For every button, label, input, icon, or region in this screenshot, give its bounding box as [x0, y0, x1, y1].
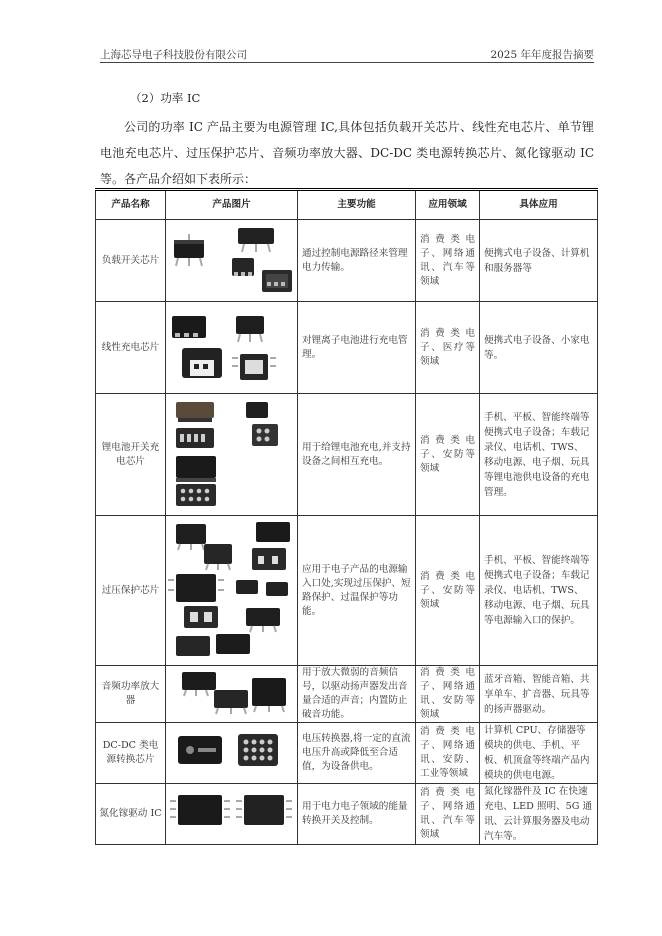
product-field: 消费类电子、网络通讯、安防、工业等领域	[416, 723, 480, 784]
product-name: 过压保护芯片	[96, 516, 166, 666]
product-name: 负载开关芯片	[96, 220, 166, 302]
product-name: 线性充电芯片	[96, 302, 166, 394]
table-row	[96, 394, 598, 516]
chip-dfn-icon	[172, 316, 206, 338]
col-header-field	[416, 190, 480, 220]
chip-images-gan-driver	[166, 785, 298, 841]
product-field: 消费类电子、安防等领域	[416, 516, 480, 666]
product-application: 氮化镓器件及 IC 在快速充电、LED 照明、5G 通讯、云计算服务器及电动汽车等。	[480, 784, 598, 845]
company-name: 上海芯导电子科技股份有限公司	[100, 49, 247, 61]
product-image	[166, 516, 298, 666]
product-image	[166, 220, 298, 302]
table-row	[96, 302, 598, 394]
chip-bga-large-icon	[176, 484, 216, 506]
chip-sop-lead-icon	[246, 608, 280, 632]
chip-tssop-icon	[176, 634, 250, 656]
product-image	[166, 666, 298, 723]
product-image	[166, 302, 298, 394]
product-function: 用于放大微弱的音频信号，以驱动扬声器发出音量合适的声音；内置防止破音功能。	[298, 666, 416, 723]
product-image	[166, 784, 298, 845]
chip-qfn-pads-icon	[176, 428, 214, 448]
product-function: 电压转换器,将一定的直流电压升高或降低至合适值，为设备供电。	[298, 723, 416, 784]
chip-dfn-pads-icon	[184, 606, 218, 628]
table-row	[96, 784, 598, 845]
product-application: 手机、平板、智能终端等便携式电子设备；车载记录仪、电话机、TWS、移动电源、电子烟、玩具等电源输入口的保护。	[480, 516, 598, 666]
product-field: 消费类电子、医疗等领域	[416, 302, 480, 394]
product-application: 计算机 CPU、存储器等模块的供电、手机、平板、机顶盒等终端产品内模块的供电电源。	[480, 723, 598, 784]
chip-images-dcdc	[166, 726, 298, 777]
chip-msop-icon	[214, 690, 248, 714]
section-title: （2）功率 IC	[130, 91, 201, 105]
col-header-image: 产品图片	[166, 190, 298, 220]
product-name: 音频功率放大器	[96, 666, 166, 723]
col-header-application: 具体应用	[480, 190, 598, 220]
table-row	[96, 723, 598, 784]
product-name: DC-DC 类电源转换芯片	[96, 723, 166, 784]
product-image	[166, 394, 298, 516]
table-row	[96, 516, 598, 666]
chip-images-li-battery-charger	[166, 394, 298, 512]
product-function: 用于电力电子领域的能量转换开关及控制。	[298, 784, 416, 845]
product-application: 便携式电子设备、小家电等。	[480, 302, 598, 394]
chip-sop8-icon	[168, 574, 224, 602]
col-header-name: 产品名称	[96, 190, 166, 220]
chip-qfn-black-icon	[176, 456, 216, 482]
product-name: 锂电池开关充电芯片	[96, 394, 166, 516]
table-row	[96, 220, 598, 302]
product-field: 消费类电子、网络通讯、汽车等领域	[416, 220, 480, 302]
chip-sot-icon	[174, 234, 204, 266]
chip-images-linear-charger	[166, 302, 298, 390]
product-application: 手机、平板、智能终端等便携式电子设备；车载记录仪、电话机、TWS、移动电源、电子烟、玩具等锂电池供电设备的充电管理。	[480, 394, 598, 516]
chip-sot23-icon	[238, 228, 274, 252]
product-field: 消费类电子、网络通讯、安防等领域	[416, 666, 480, 723]
chip-soic-icon	[236, 316, 264, 342]
product-function: 用于给锂电池充电,并支持设备之间相互充电。	[298, 394, 416, 516]
header-divider	[100, 62, 594, 63]
product-application: 便携式电子设备、计算机和服务器等	[480, 220, 598, 302]
chip-images-audio-amp	[166, 666, 298, 719]
chip-sop8-icon	[232, 354, 276, 380]
chip-dfn-large-icon	[262, 270, 292, 292]
chip-sop-large-icon	[252, 678, 286, 712]
chip-sop8-icon	[170, 795, 230, 825]
chip-qfn-pads-icon	[252, 548, 286, 570]
chip-sop-icon	[204, 544, 232, 570]
section-paragraph: 公司的功率 IC 产品主要为电源管理 IC,具体包括负载开关芯片、线性充电芯片、单节锂电池充电芯片、过压保护芯片、音频功率放大器、DC-DC 类电源转换芯片、氮化镓驱动 IC 等。各产品介绍如下表所示：	[100, 120, 594, 186]
table-row	[96, 666, 598, 723]
product-field: 消费类电子、安防等领域	[416, 394, 480, 516]
product-image	[166, 723, 298, 784]
col-header-function: 主要功能	[298, 190, 416, 220]
chip-qfn-logo-icon	[178, 736, 222, 764]
chip-soic8-icon	[236, 795, 292, 825]
chip-qfn-brown-icon	[176, 402, 214, 422]
product-field: 消费类电子、网络通讯、汽车等领域	[416, 784, 480, 845]
report-title: 2025 年年度报告摘要	[490, 49, 594, 61]
product-function: 通过控制电源路径来管理电力传输。	[298, 220, 416, 302]
chip-images-load-switch	[166, 220, 298, 298]
chip-dfn-icon	[256, 522, 290, 542]
col-header-field-label: 应用领域	[428, 199, 467, 210]
chip-sot-icon	[176, 524, 206, 550]
chip-bga-small-icon	[252, 424, 278, 446]
chip-soic8-icon	[182, 672, 216, 696]
chip-images-ovp	[166, 516, 298, 662]
chip-qfn-icon	[182, 348, 222, 378]
chip-sot-small-icon	[236, 580, 288, 596]
chip-wlcsp-icon	[246, 402, 268, 418]
chip-dfn-small-icon	[232, 258, 254, 276]
chip-bga-icon	[238, 734, 278, 766]
product-application: 蓝牙音箱、智能音箱、共享单车、扩音器、玩具等的扬声器驱动。	[480, 666, 598, 723]
product-function: 应用于电子产品的电源输入口处,实现过压保护、短路保护、过温保护等功能。	[298, 516, 416, 666]
product-table	[95, 188, 598, 845]
product-function: 对锂离子电池进行充电管理。	[298, 302, 416, 394]
table-header-row	[96, 190, 598, 220]
product-name: 氮化镓驱动 IC	[96, 784, 166, 845]
